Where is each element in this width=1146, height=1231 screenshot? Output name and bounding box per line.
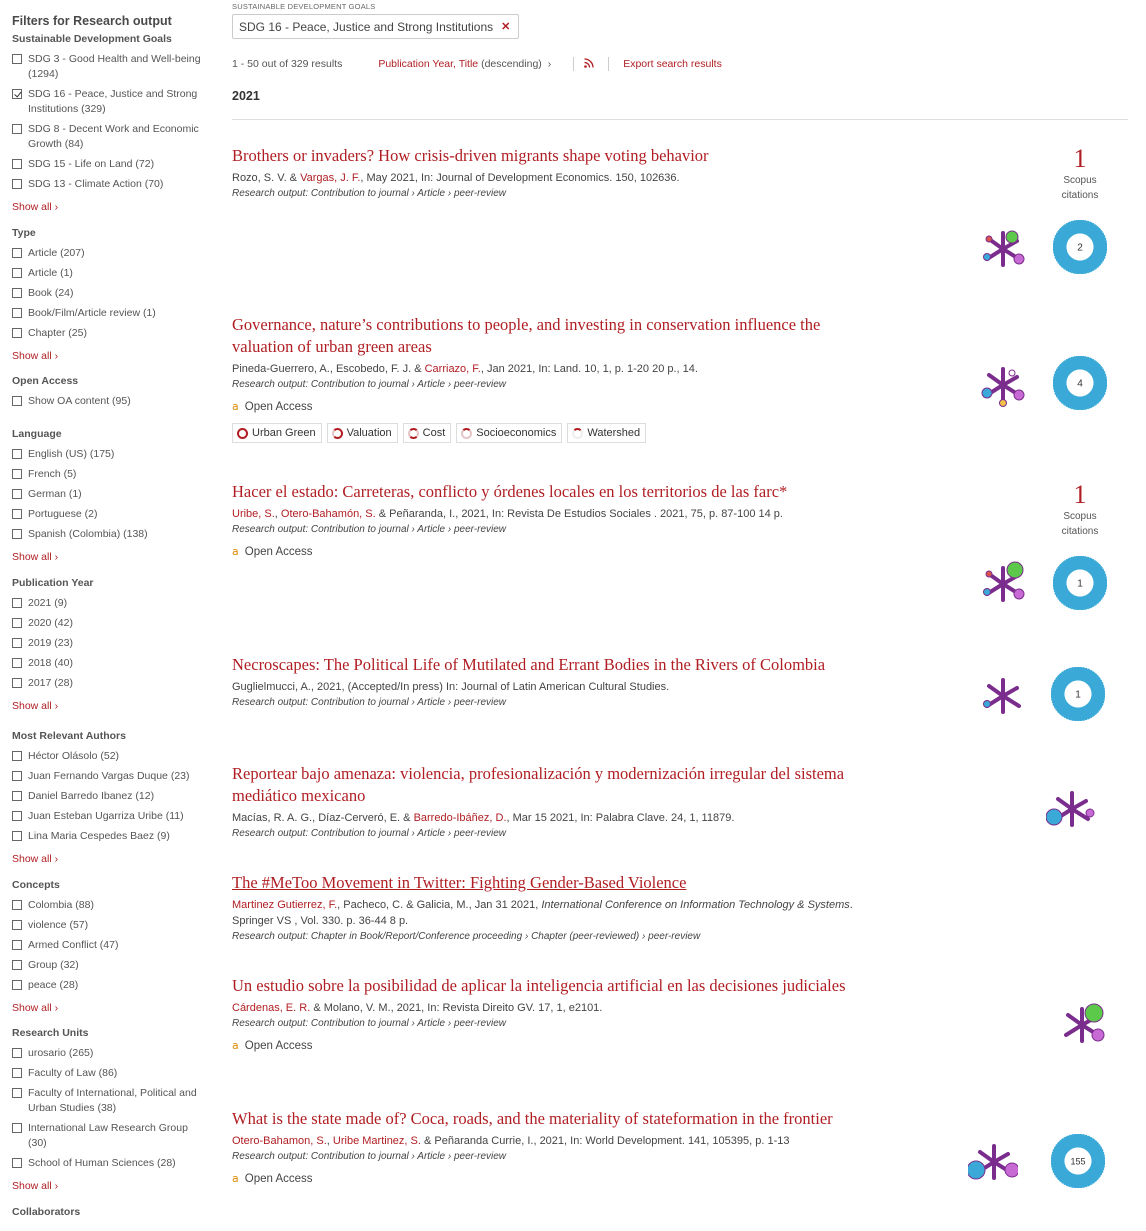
author-link[interactable]: Cárdenas, E. R.	[232, 1002, 311, 1014]
filter-option-label: violence (57)	[28, 919, 89, 931]
filter-option[interactable]	[12, 507, 202, 522]
author-link[interactable]: Vargas, J. F.	[300, 172, 361, 184]
result-item	[232, 763, 862, 841]
filter-option[interactable]	[12, 636, 202, 651]
fingerprint-ring-icon	[237, 428, 248, 439]
close-icon[interactable]: ✕	[501, 21, 511, 33]
dimensions-badge[interactable]	[977, 361, 1027, 412]
filter-option-label: Lina Maria Cespedes Baez (9)	[28, 830, 170, 842]
checkbox[interactable]	[12, 529, 22, 539]
result-item	[232, 314, 862, 443]
filter-option[interactable]	[12, 656, 202, 671]
filter-group	[12, 1027, 202, 1194]
dimensions-badge[interactable]	[977, 672, 1027, 723]
open-lock-icon: 𝖺	[232, 546, 239, 558]
open-access-badge	[232, 545, 862, 558]
show-all-link[interactable]: Show all ›	[12, 700, 58, 712]
dimensions-badge-icon[interactable]	[977, 361, 1027, 407]
publication-info: , 2021, (Accepted/In press) In: Journal of Latin American Cultural Studies.	[310, 681, 670, 693]
filter-option-label: peace (28)	[28, 979, 79, 991]
dimensions-badge[interactable]	[1046, 785, 1096, 836]
filter-option-label: International Law Research Group (30)	[28, 1122, 188, 1149]
altmetric-donut-icon[interactable]	[1051, 1134, 1105, 1188]
rss-icon[interactable]	[584, 58, 598, 71]
checkbox[interactable]	[12, 288, 22, 298]
result-meta	[232, 810, 862, 826]
filter-option-label: German (1)	[28, 488, 82, 500]
checkbox[interactable]	[12, 396, 22, 406]
dimensions-badge[interactable]	[968, 1138, 1018, 1189]
filter-option[interactable]	[12, 769, 202, 784]
filter-group	[12, 428, 202, 565]
altmetric-badge[interactable]	[1051, 667, 1105, 726]
result-meta	[232, 170, 862, 186]
result-meta	[232, 1000, 862, 1016]
result-title-link[interactable]: Reportear bajo amenaza: violencia, profesionalización y modernización irregular del sistema mediático mexicano	[232, 764, 845, 805]
filter-option[interactable]	[12, 447, 202, 462]
dimensions-badge[interactable]	[977, 560, 1027, 611]
checkbox[interactable]	[12, 469, 22, 479]
filter-group	[12, 33, 202, 215]
research-output-type: Research output: Contribution to journal › Article › peer-review	[232, 379, 507, 390]
checkbox[interactable]	[12, 900, 22, 910]
sort-direction: (descending)	[481, 58, 542, 70]
dimensions-badge-icon[interactable]	[1056, 1001, 1106, 1047]
checkbox[interactable]	[12, 1123, 22, 1133]
research-output-type: Research output: Contribution to journal › Article › peer-review	[232, 828, 507, 839]
fingerprint-tag[interactable]	[327, 423, 398, 443]
result-item	[232, 481, 862, 558]
open-lock-icon: 𝖺	[232, 401, 239, 413]
altmetric-badge[interactable]	[1051, 1134, 1105, 1193]
research-output-type: Research output: Contribution to journal › Article › peer-review	[232, 188, 507, 199]
publication-info: , 2021, In: World Development. 141, 105395, p. 1-13	[533, 1135, 790, 1147]
filter-option-label: Spanish (Colombia) (138)	[28, 528, 148, 540]
filter-option-label: SDG 16 - Peace, Justice and Strong Institutions (329)	[28, 88, 198, 115]
filter-option-label: 2021 (9)	[28, 597, 68, 609]
filter-group-title: Publication Year	[12, 577, 94, 589]
author-link[interactable]: Barredo-Ibáñez, D.	[413, 812, 507, 824]
dimensions-badge-icon[interactable]	[968, 1138, 1018, 1184]
checkbox[interactable]	[12, 751, 22, 761]
author-link[interactable]: Otero-Bahamón, S.	[280, 508, 376, 520]
fingerprint-tag[interactable]	[456, 423, 562, 443]
filter-option[interactable]	[12, 326, 202, 341]
fingerprint-ring-icon	[461, 428, 472, 439]
filter-group-title: Open Access	[12, 375, 79, 387]
author-text: , Pacheco, C. & Galicia, M.	[337, 899, 469, 911]
filter-option-label: 2018 (40)	[28, 657, 73, 669]
publication-info: , Jan 2021, In: Land. 10, 1, p. 1-20 20 p., 14.	[480, 363, 698, 375]
show-all-link[interactable]: Show all ›	[12, 853, 58, 865]
filter-group	[12, 375, 202, 414]
export-results-link[interactable]: Export search results	[623, 58, 722, 70]
filter-option-label: Juan Esteban Ugarriza Uribe (11)	[28, 810, 184, 822]
checkbox[interactable]	[12, 159, 22, 169]
filter-option-label: Juan Fernando Vargas Duque (23)	[28, 770, 190, 782]
show-all-link[interactable]: Show all ›	[12, 201, 58, 213]
filter-option[interactable]	[12, 286, 202, 301]
sort-label: Publication Year, Title	[378, 58, 479, 70]
filter-option-label: Article (1)	[28, 267, 73, 279]
filter-option[interactable]	[12, 527, 202, 542]
filter-option[interactable]	[12, 122, 202, 152]
result-item	[232, 975, 862, 1052]
result-title-link[interactable]: Governance, nature’s contributions to people, and investing in conservation influence the valuation of urban green areas	[232, 315, 821, 356]
filter-option[interactable]	[12, 52, 202, 82]
author-text: & Peñaranda Currie, I.	[420, 1135, 534, 1147]
filter-option[interactable]	[12, 958, 202, 973]
citation-label: Scopus citations	[1061, 511, 1099, 537]
fingerprint-tag[interactable]	[567, 423, 646, 443]
show-all-link[interactable]: Show all ›	[12, 350, 58, 362]
checkbox[interactable]	[12, 268, 22, 278]
filter-group-title: Concepts	[12, 879, 60, 891]
filter-option-label: 2020 (42)	[28, 617, 73, 629]
dimensions-badge[interactable]	[977, 225, 1027, 276]
filter-option[interactable]	[12, 87, 202, 117]
open-access-label: Open Access	[244, 1039, 313, 1052]
show-all-link[interactable]: Show all ›	[12, 551, 58, 563]
filter-option-label: Armed Conflict (47)	[28, 939, 119, 951]
fingerprint-tag-label: Valuation	[346, 427, 392, 439]
filter-group	[12, 227, 202, 364]
checkbox[interactable]	[12, 328, 22, 338]
filter-group-title: Type	[12, 227, 36, 239]
filter-option-label: French (5)	[28, 468, 77, 480]
filter-group	[12, 1206, 202, 1225]
filter-option-label: Chapter (25)	[28, 327, 87, 339]
publication-info: , May 2021, In: Journal of Development Economics. 150, 102636.	[360, 172, 680, 184]
svg-text:4: 4	[1077, 378, 1083, 390]
checkbox[interactable]	[12, 1068, 22, 1078]
sort-dropdown[interactable]	[378, 58, 551, 70]
altmetric-badge[interactable]	[1053, 356, 1107, 415]
author-text: ,	[326, 1135, 333, 1147]
show-all-link[interactable]: Show all ›	[12, 1180, 58, 1192]
result-title-link[interactable]: The #MeToo Movement in Twitter: Fighting Gender-Based Violence	[232, 873, 687, 892]
filter-option-label: Portuguese (2)	[28, 508, 98, 520]
active-filter-text: SDG 16 - Peace, Justice and Strong Institutions	[239, 19, 494, 34]
research-output-type: Research output: Chapter in Book/Report/Conference proceeding › Chapter (peer-reviewed) › peer-review	[232, 931, 701, 942]
checkbox[interactable]	[12, 489, 22, 499]
filter-group-title: Most Relevant Authors	[12, 730, 126, 742]
altmetric-donut-icon[interactable]	[1053, 220, 1107, 274]
checkbox[interactable]	[12, 791, 22, 801]
filters-heading: Filters for Research output	[12, 14, 172, 28]
filter-option[interactable]	[12, 246, 202, 261]
fingerprint-ring-icon	[572, 428, 583, 439]
filter-option[interactable]	[12, 596, 202, 611]
filter-group-title: Collaborators	[12, 1206, 81, 1218]
dimensions-badge-icon[interactable]	[977, 560, 1027, 606]
citation-count: 1	[1073, 480, 1087, 509]
filter-group-title: Sustainable Development Goals	[12, 33, 172, 45]
filter-option-label: 2019 (23)	[28, 637, 73, 649]
author-text: & Molano, V. M.	[310, 1002, 391, 1014]
checkbox[interactable]	[12, 89, 22, 99]
filter-option[interactable]	[12, 749, 202, 764]
checkbox[interactable]	[12, 124, 22, 134]
checkbox[interactable]	[12, 1048, 22, 1058]
result-title-link[interactable]: Un estudio sobre la posibilidad de aplicar la inteligencia artificial en las decisiones judiciales	[232, 976, 846, 995]
fingerprint-tag[interactable]	[403, 423, 452, 443]
result-title-link[interactable]: Brothers or invaders? How crisis-driven migrants shape voting behavior	[232, 146, 709, 165]
author-link[interactable]: Carriazo, F.	[424, 363, 481, 375]
result-item	[232, 145, 862, 201]
filter-option[interactable]	[12, 394, 202, 409]
author-link[interactable]: Otero-Bahamon, S.	[232, 1135, 327, 1147]
author-link[interactable]: Uribe, S.	[232, 508, 275, 520]
filter-option-label: Book/Film/Article review (1)	[28, 307, 156, 319]
results-count: 1 - 50 out of 329 results	[232, 58, 343, 70]
filter-option-label: SDG 13 - Climate Action (70)	[28, 178, 164, 190]
checkbox[interactable]	[12, 618, 22, 628]
research-output-type: Research output: Contribution to journal › Article › peer-review	[232, 697, 507, 708]
fingerprint-tags	[232, 423, 862, 443]
filter-option[interactable]	[12, 616, 202, 631]
dimensions-badge-icon[interactable]	[977, 672, 1027, 718]
scopus-citations[interactable]	[1050, 481, 1110, 539]
dimensions-badge-icon[interactable]	[977, 225, 1027, 271]
fingerprint-ring-icon	[332, 428, 343, 439]
checkbox[interactable]	[12, 920, 22, 930]
publication-info-2: . Springer VS , Vol. 330. p. 36-44 8 p.	[232, 899, 853, 927]
author-text: Pineda-Guerrero, A., Escobedo, F. J. &	[232, 363, 425, 375]
svg-text:1: 1	[1075, 689, 1081, 701]
checkbox[interactable]	[12, 940, 22, 950]
filter-group	[12, 577, 202, 714]
result-item	[232, 872, 862, 944]
show-all-link[interactable]: Show all ›	[12, 1002, 58, 1014]
open-access-badge	[232, 1039, 862, 1052]
result-item	[232, 654, 862, 710]
active-filter-label: SUSTAINABLE DEVELOPMENT GOALS	[232, 2, 376, 11]
checkbox[interactable]	[12, 54, 22, 64]
filter-option[interactable]	[12, 157, 202, 172]
filter-group	[12, 730, 202, 867]
altmetric-badge[interactable]	[1053, 220, 1107, 279]
author-text: Guglielmucci, A.	[232, 681, 311, 693]
publication-info: , 2021, In: Revista De Estudios Sociales . 2021, 75, p. 87-100 14 p.	[455, 508, 783, 520]
author-link[interactable]: Uribe Martinez, S.	[332, 1135, 421, 1147]
checkbox[interactable]	[12, 678, 22, 688]
altmetric-donut-icon[interactable]	[1053, 556, 1107, 610]
result-meta	[232, 361, 862, 377]
altmetric-donut-icon[interactable]	[1051, 667, 1105, 721]
svg-text:155: 155	[1070, 1156, 1086, 1167]
checkbox[interactable]	[12, 509, 22, 519]
filter-option[interactable]	[12, 938, 202, 953]
open-lock-icon: 𝖺	[232, 1173, 239, 1185]
fingerprint-ring-icon	[408, 428, 419, 439]
filter-option[interactable]	[12, 789, 202, 804]
filter-option-label: Group (32)	[28, 959, 79, 971]
filter-option-label: Daniel Barredo Ibanez (12)	[28, 790, 155, 802]
filter-group-title: Language	[12, 428, 62, 440]
filter-option[interactable]	[12, 1086, 202, 1116]
checkbox[interactable]	[12, 980, 22, 990]
scopus-citations[interactable]	[1050, 145, 1110, 203]
result-meta	[232, 506, 862, 522]
filter-option-label: English (US) (175)	[28, 448, 115, 460]
filter-option-label: Colombia (88)	[28, 899, 94, 911]
active-filter-chip	[232, 14, 519, 39]
filter-option[interactable]	[12, 1046, 202, 1061]
citation-label: Scopus citations	[1061, 175, 1099, 201]
checkbox[interactable]	[12, 179, 22, 189]
author-text: &	[286, 172, 301, 184]
author-text: & Peñaranda, I.	[375, 508, 456, 520]
divider	[573, 57, 574, 71]
filter-option[interactable]	[12, 1121, 202, 1151]
filter-option-label: Show OA content (95)	[28, 395, 131, 407]
open-access-badge	[232, 400, 862, 413]
filter-option-label: Article (207)	[28, 247, 85, 259]
filter-option[interactable]	[12, 306, 202, 321]
result-meta	[232, 679, 862, 695]
dimensions-badge-icon[interactable]	[1046, 785, 1096, 831]
checkbox[interactable]	[12, 658, 22, 668]
open-access-label: Open Access	[244, 1172, 313, 1185]
publication-info: , 2021, In: Revista Direito GV. 17, 1, e2101.	[390, 1002, 603, 1014]
publication-venue: International Conference on Information Technology & Systems	[541, 899, 850, 911]
research-output-type: Research output: Contribution to journal › Article › peer-review	[232, 524, 507, 535]
filter-option-label: SDG 15 - Life on Land (72)	[28, 158, 155, 170]
dimensions-badge[interactable]	[1056, 1001, 1106, 1052]
result-meta	[232, 1133, 862, 1149]
fingerprint-tag-label: Socioeconomics	[476, 427, 557, 439]
filter-option-label: urosario (265)	[28, 1047, 94, 1059]
filter-option-label: Book (24)	[28, 287, 74, 299]
publication-info: , Jan 31 2021,	[468, 899, 542, 911]
filter-option-label: Faculty of Law (86)	[28, 1067, 118, 1079]
result-item	[232, 1108, 862, 1185]
checkbox[interactable]	[12, 960, 22, 970]
fingerprint-tag-label: Cost	[422, 427, 446, 439]
fingerprint-tag-label: Urban Green	[252, 427, 316, 439]
checkbox[interactable]	[12, 1158, 22, 1168]
result-title-link[interactable]: Necroscapes: The Political Life of Mutilated and Errant Bodies in the Rivers of Colombia	[232, 655, 826, 674]
research-output-type: Research output: Contribution to journal › Article › peer-review	[232, 1018, 507, 1029]
svg-text:1: 1	[1077, 578, 1083, 590]
filter-option[interactable]	[12, 1156, 202, 1171]
filter-option[interactable]	[12, 978, 202, 993]
checkbox[interactable]	[12, 638, 22, 648]
open-access-badge	[232, 1172, 862, 1185]
filter-option[interactable]	[12, 676, 202, 691]
result-meta	[232, 897, 862, 929]
filter-group-title: Research Units	[12, 1027, 89, 1039]
divider	[232, 119, 1128, 120]
result-title-link[interactable]: Hacer el estado: Carreteras, conflicto y órdenes locales en los territorios de las farc*	[232, 482, 788, 501]
filter-option[interactable]	[12, 467, 202, 482]
checkbox[interactable]	[12, 598, 22, 608]
filter-option[interactable]	[12, 809, 202, 824]
author-link[interactable]: Martinez Gutierrez, F.	[232, 899, 338, 911]
filter-option-label: Héctor Olásolo (52)	[28, 750, 120, 762]
divider	[608, 57, 609, 71]
research-output-type: Research output: Contribution to journal › Article › peer-review	[232, 1151, 507, 1162]
checkbox[interactable]	[12, 248, 22, 258]
filter-option[interactable]	[12, 918, 202, 933]
filter-option-label: 2017 (28)	[28, 677, 73, 689]
filter-option[interactable]	[12, 487, 202, 502]
altmetric-badge[interactable]	[1053, 556, 1107, 615]
author-text: Rozo, S. V.	[232, 172, 287, 184]
filter-option-label: SDG 3 - Good Health and Well-being (1294)	[28, 53, 201, 80]
publication-info: , Mar 15 2021, In: Palabra Clave. 24, 1, 11879.	[506, 812, 735, 824]
author-text: ,	[274, 508, 281, 520]
checkbox[interactable]	[12, 831, 22, 841]
filter-option[interactable]	[12, 898, 202, 913]
checkbox[interactable]	[12, 771, 22, 781]
filter-option-label: SDG 8 - Decent Work and Economic Growth (84)	[28, 123, 199, 150]
svg-text:2: 2	[1077, 242, 1083, 254]
fingerprint-tag-label: Watershed	[587, 427, 641, 439]
filter-group	[12, 879, 202, 1016]
open-access-label: Open Access	[244, 400, 313, 413]
results-toolbar	[232, 57, 722, 71]
fingerprint-tag[interactable]	[232, 423, 322, 443]
checkbox[interactable]	[12, 1088, 22, 1098]
citation-count: 1	[1073, 144, 1087, 173]
author-text: Macías, R. A. G., Díaz-Cerveró, E. &	[232, 812, 414, 824]
filter-option-label: School of Human Sciences (28)	[28, 1157, 176, 1169]
checkbox[interactable]	[12, 308, 22, 318]
filter-option-label: Faculty of International, Political and Urban Studies (38)	[28, 1087, 197, 1114]
filter-option[interactable]	[12, 177, 202, 192]
open-access-label: Open Access	[244, 545, 313, 558]
filter-option[interactable]	[12, 266, 202, 281]
open-lock-icon: 𝖺	[232, 1040, 239, 1052]
altmetric-donut-icon[interactable]	[1053, 356, 1107, 410]
result-title-link[interactable]: What is the state made of? Coca, roads, and the materiality of stateformation in the frontier	[232, 1109, 833, 1128]
checkbox[interactable]	[12, 811, 22, 821]
checkbox[interactable]	[12, 449, 22, 459]
filter-option[interactable]	[12, 829, 202, 844]
filters-sidebar	[12, 14, 202, 1218]
year-heading: 2021	[232, 89, 260, 103]
filter-option[interactable]	[12, 1066, 202, 1081]
